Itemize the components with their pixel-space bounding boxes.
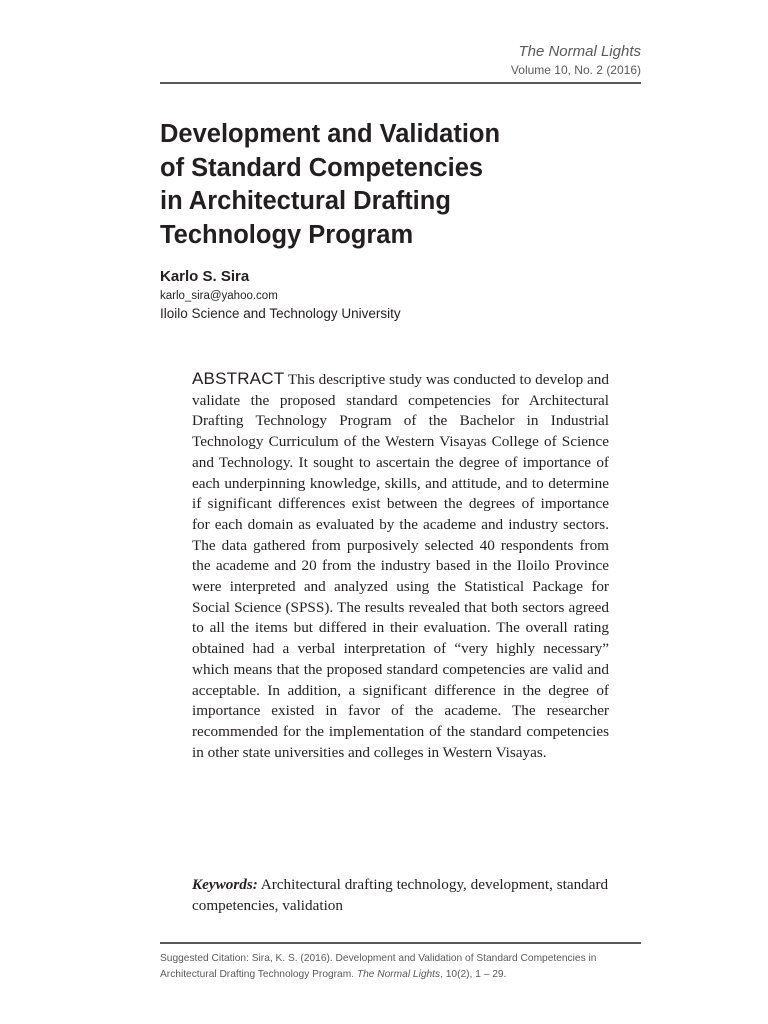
- author-email: karlo_sira@yahoo.com: [160, 290, 278, 302]
- citation-prefix: Architectural Drafting Technology Program.: [160, 969, 355, 980]
- citation-journal: The Normal Lights: [356, 969, 441, 980]
- abstract-text: This descriptive study was conducted to develop and validate the proposed standard competencies for Architectural Drafting Technology Program of the Bachelor in Industrial Technology Curriculum of the Western Visayas College of Science and Technology. It sought to ascertain the degree of importance of each underpinning knowledge, skills, and attitude, and to determine if significant differences exist between the degrees of importance for each domain as evaluated by the academe and industry sectors. The data gathered from purposively selected 40 respondents from the academe and 20 from the industry based in the Iloilo Province were interpreted and analyzed using the Statistical Package for Social Science (SPSS). The results revealed that both sectors agreed to all the items but differed in their evaluation. The overall rating obtained had a verbal interpretation of “very highly necessary” which means that the proposed standard competencies are valid and acceptable. In addition, a significant difference in the degree of importance existed in favor of the academe. The researcher recommended for the implementation of the standard competencies in other state universities and colleges in Western Visayas.: [192, 371, 609, 761]
- author-name: Karlo S. Sira: [160, 268, 250, 285]
- journal-name: The Normal Lights: [518, 43, 641, 60]
- author-affiliation: Iloilo Science and Technology University: [160, 306, 401, 321]
- abstract-label: ABSTRACT: [192, 369, 285, 388]
- title-line: in Architectural Drafting: [160, 187, 451, 215]
- keywords-text: Architectural drafting technology, development, standard competencies, validation: [192, 876, 609, 914]
- keywords-label: Keywords:: [192, 876, 258, 893]
- title-line: Development and Validation: [160, 120, 501, 148]
- journal-volume: Volume 10, No. 2 (2016): [510, 63, 641, 77]
- citation-line-1: Suggested Citation: Sira, K. S. (2016). Development and Validation of Standard Competencies in: [160, 953, 597, 964]
- title-line: Technology Program: [160, 220, 414, 249]
- journal-header: [160, 40, 641, 84]
- article-title: [160, 118, 580, 252]
- citation-suffix: , 10(2), 1 – 29.: [440, 969, 507, 980]
- citation-line-2: [160, 967, 641, 983]
- abstract: [192, 369, 609, 763]
- title-line: of Standard Competencies: [160, 153, 484, 182]
- suggested-citation: [160, 942, 641, 983]
- keywords: [192, 875, 610, 916]
